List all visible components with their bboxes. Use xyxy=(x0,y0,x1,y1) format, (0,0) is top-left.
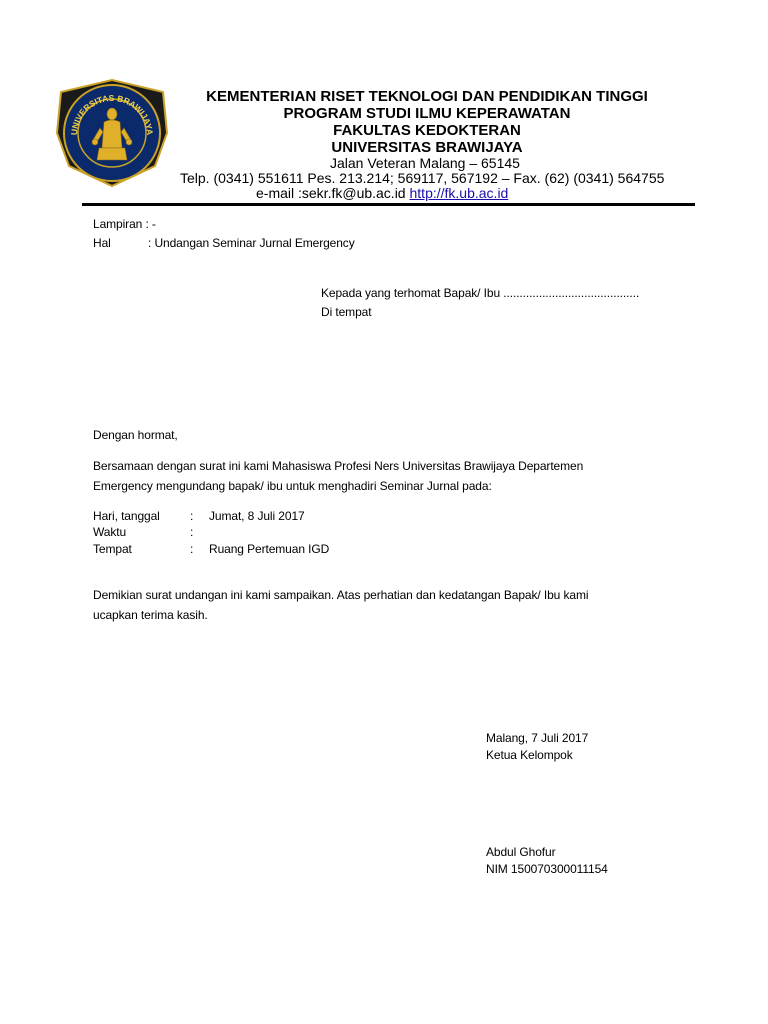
detail-sep-time: : xyxy=(190,525,194,539)
address-line: Jalan Veteran Malang – 65145 xyxy=(330,155,520,171)
attachment-line: Lampiran : - xyxy=(93,217,156,231)
detail-sep-date: : xyxy=(190,509,194,523)
university-seal-logo xyxy=(55,78,169,188)
detail-sep-place: : xyxy=(190,542,194,556)
contact-line xyxy=(256,185,508,201)
detail-value-place: Ruang Pertemuan IGD xyxy=(209,542,330,556)
svg-text:UNIVERSITAS BRAWIJAYA: UNIVERSITAS BRAWIJAYA xyxy=(68,92,156,136)
greeting: Dengan hormat, xyxy=(93,428,178,442)
signer-name: Abdul Ghofur xyxy=(486,845,556,859)
intro-paragraph-line-2: Emergency mengundang bapak/ ibu untuk menghadiri Seminar Jurnal pada: xyxy=(93,479,492,493)
letterhead-divider xyxy=(82,203,695,206)
place-date: Malang, 7 Juli 2017 xyxy=(486,731,589,745)
detail-label-date: Hari, tanggal xyxy=(93,509,160,523)
website-link[interactable]: http://fk.ub.ac.id xyxy=(409,185,509,201)
intro-paragraph-line-1: Bersamaan dengan surat ini kami Mahasiswa Profesi Ners Universitas Brawijaya Departemen xyxy=(93,459,584,473)
program-heading: PROGRAM STUDI ILMU KEPERAWATAN xyxy=(283,105,571,122)
subject-label: Hal xyxy=(93,236,111,250)
closing-paragraph-line-1: Demikian surat undangan ini kami sampaikan. Atas perhatian dan kedatangan Bapak/ Ibu kami xyxy=(93,588,589,602)
signer-role: Ketua Kelompok xyxy=(486,748,573,762)
ministry-heading: KEMENTERIAN RISET TEKNOLOGI DAN PENDIDIKAN TINGGI xyxy=(206,88,648,105)
recipient-line: Kepada yang terhomat Bapak/ Ibu .......................................... xyxy=(321,286,640,300)
signer-nim: NIM 150070300011154 xyxy=(486,862,608,876)
phone-fax-line: Telp. (0341) 551611 Pes. 213.214; 569117, 567192 – Fax. (62) (0341) 564755 xyxy=(180,170,665,186)
detail-label-place: Tempat xyxy=(93,542,132,556)
university-heading: UNIVERSITAS BRAWIJAYA xyxy=(331,139,523,156)
closing-paragraph-line-2: ucapkan terima kasih. xyxy=(93,608,208,622)
detail-label-time: Waktu xyxy=(93,525,127,539)
detail-value-date: Jumat, 8 Juli 2017 xyxy=(209,509,305,523)
faculty-heading: FAKULTAS KEDOKTERAN xyxy=(333,122,521,139)
recipient-place: Di tempat xyxy=(321,305,372,319)
email-text: e-mail :sekr.fk@ub.ac.id xyxy=(256,185,406,201)
subject-value: : Undangan Seminar Jurnal Emergency xyxy=(148,236,355,250)
